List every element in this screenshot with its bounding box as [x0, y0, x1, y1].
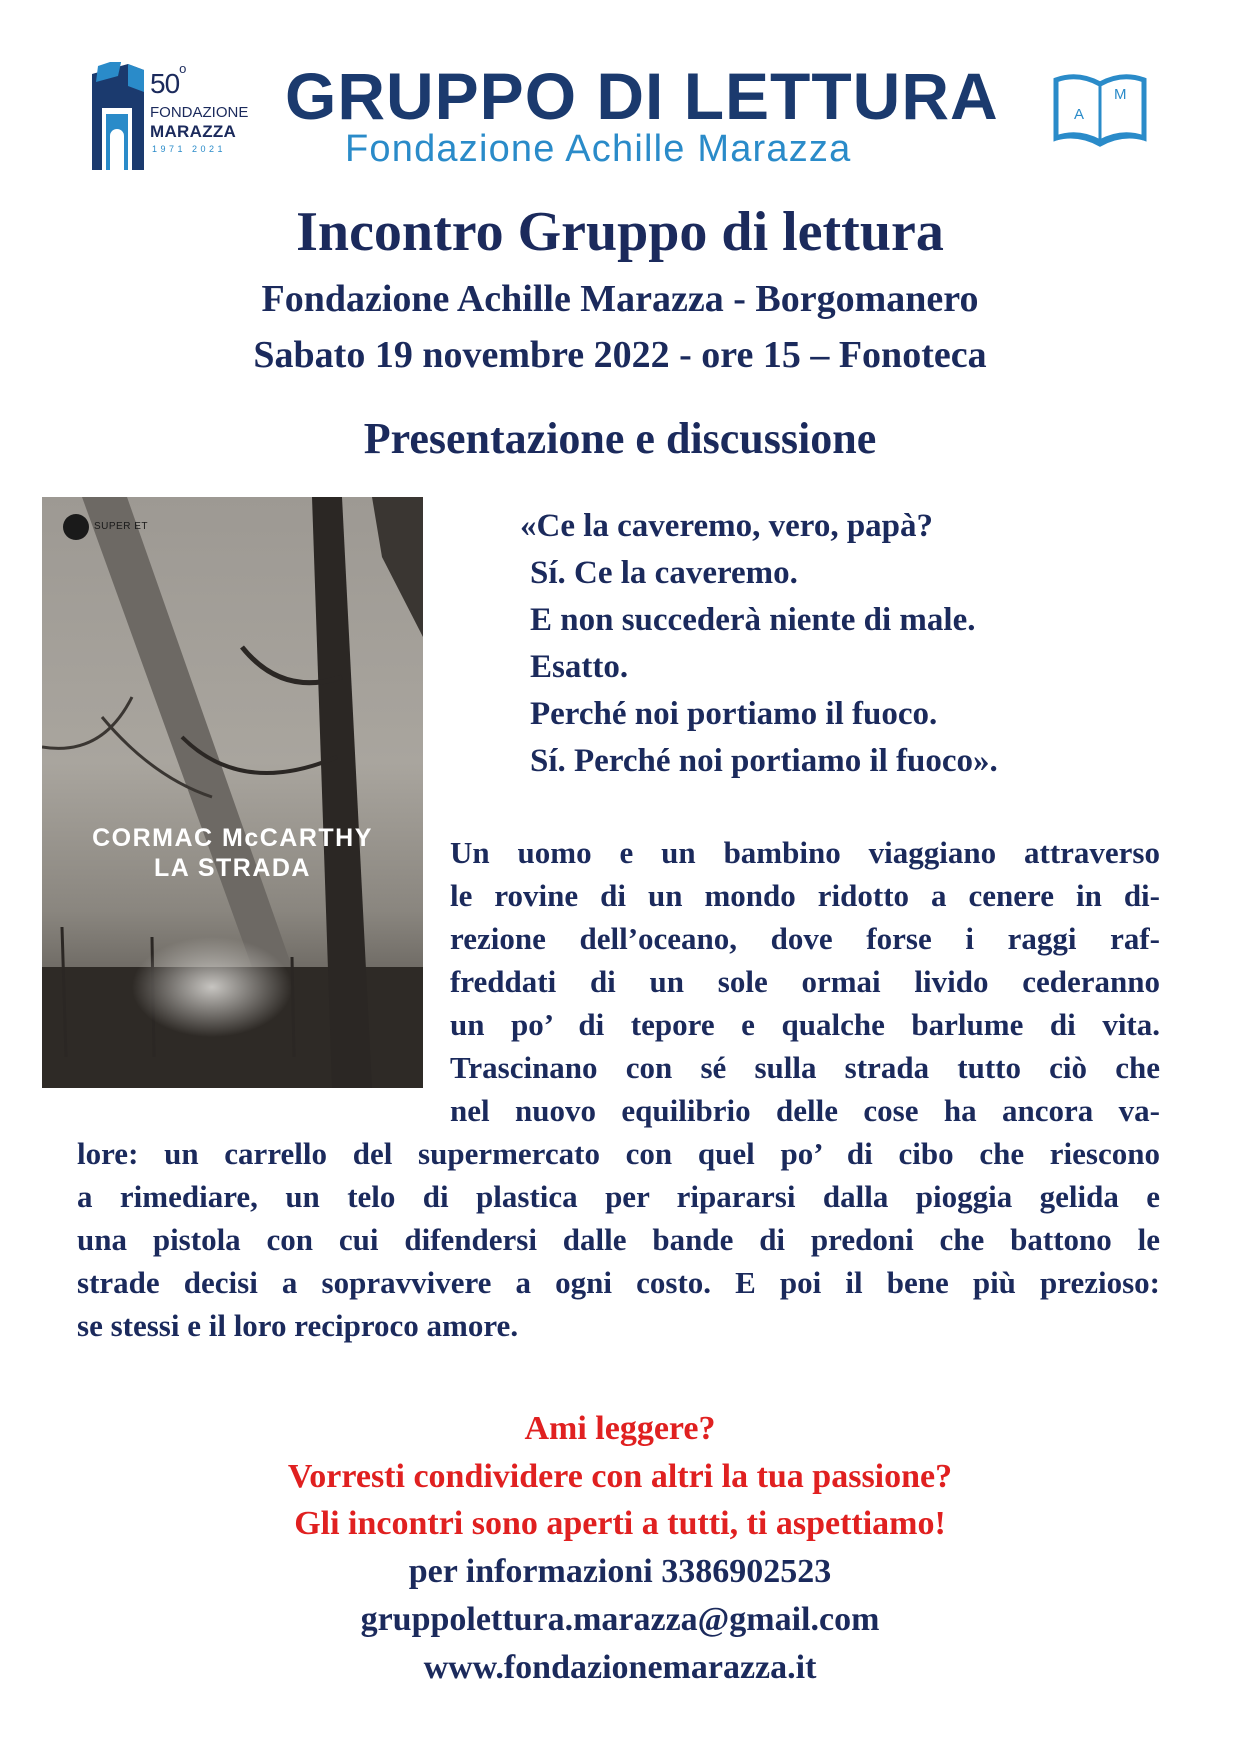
footer-share: Vorresti condividere con altri la tua passione?	[287, 1458, 953, 1495]
description-line: a rimediare, un telo di plastica per ripararsi dalla pioggia gelida e	[77, 1179, 1160, 1214]
quote-line: E non succederà niente di male.	[530, 602, 976, 638]
footer-question: Ami leggere?	[524, 1410, 716, 1447]
contact-phone: per informazioni 3386902523	[408, 1553, 832, 1590]
book-building-icon	[88, 62, 150, 174]
brand-subtitle: Fondazione Achille Marazza	[345, 128, 852, 170]
quote-line: «Ce la caveremo, vero, papà?	[520, 508, 934, 544]
description-line: strade decisi a sopravvivere a ogni costo. E poi il bene più prezioso:	[77, 1265, 1160, 1300]
quote-line: Perché noi portiamo il fuoco.	[530, 696, 938, 732]
book-title: LA STRADA	[153, 854, 311, 882]
event-date: Sabato 19 novembre 2022 - ore 15 – Fonoteca	[253, 334, 987, 376]
description-line: le rovine di un mondo ridotto a cenere in di-	[450, 878, 1160, 913]
description-line: una pistola con cui difendersi dalle bande di predoni che battono le	[77, 1222, 1160, 1257]
description-line: nel nuovo equilibrio delle cose ha ancora va-	[450, 1093, 1160, 1128]
logo-letter-m: M	[1114, 86, 1127, 103]
description-line: se stessi e il loro reciproco amore.	[77, 1308, 519, 1343]
event-place: Fondazione Achille Marazza - Borgomanero	[261, 278, 979, 320]
contact-email: gruppolettura.marazza@gmail.com	[360, 1601, 880, 1638]
brand-title: GRUPPO DI LETTURA	[285, 59, 999, 133]
logo-letter-a: A	[1074, 106, 1085, 123]
description-line: lore: un carrello del supermercato con quel po’ di cibo che riescono	[77, 1136, 1160, 1171]
open-book-icon	[1050, 72, 1150, 152]
footer-open-invitation: Gli incontri sono aperti a tutti, ti aspettiamo!	[294, 1505, 946, 1542]
quote-line: Esatto.	[530, 649, 629, 685]
logo-line-marazza: MARAZZA	[150, 122, 237, 141]
description-line: un po’ di tepore e qualche barlume di vita.	[450, 1007, 1160, 1042]
section-heading: Presentazione e discussione	[363, 414, 877, 463]
logo-50-fondazione-marazza	[88, 62, 268, 177]
logo-line-fondazione: FONDAZIONE	[150, 104, 249, 121]
quote-line: Sí. Perché noi portiamo il fuoco».	[530, 743, 998, 779]
logo-years: 1971 2021	[152, 144, 227, 154]
event-title: Incontro Gruppo di lettura	[296, 201, 944, 263]
logo-open-book-am	[1050, 72, 1150, 152]
book-cover	[42, 497, 423, 1088]
book-author: CORMAC McCARTHY	[92, 824, 373, 852]
contact-website: www.fondazionemarazza.it	[423, 1649, 817, 1686]
logo-anniversary-number: 50$^o$	[150, 60, 186, 99]
quote-line: Sí. Ce la caveremo.	[530, 555, 798, 591]
description-line: rezione dell’oceano, dove forse i raggi raf-	[450, 921, 1160, 956]
book-quote	[520, 503, 1220, 785]
description-line: freddati di un sole ormai livido cederanno	[450, 964, 1160, 999]
publisher-series: SUPER ET	[94, 521, 149, 532]
forest-fog-image	[42, 497, 423, 1088]
description-line: Trascinano con sé sulla strada tutto ciò che	[450, 1050, 1160, 1085]
description-line: Un uomo e un bambino viaggiano attraverso	[450, 835, 1160, 870]
